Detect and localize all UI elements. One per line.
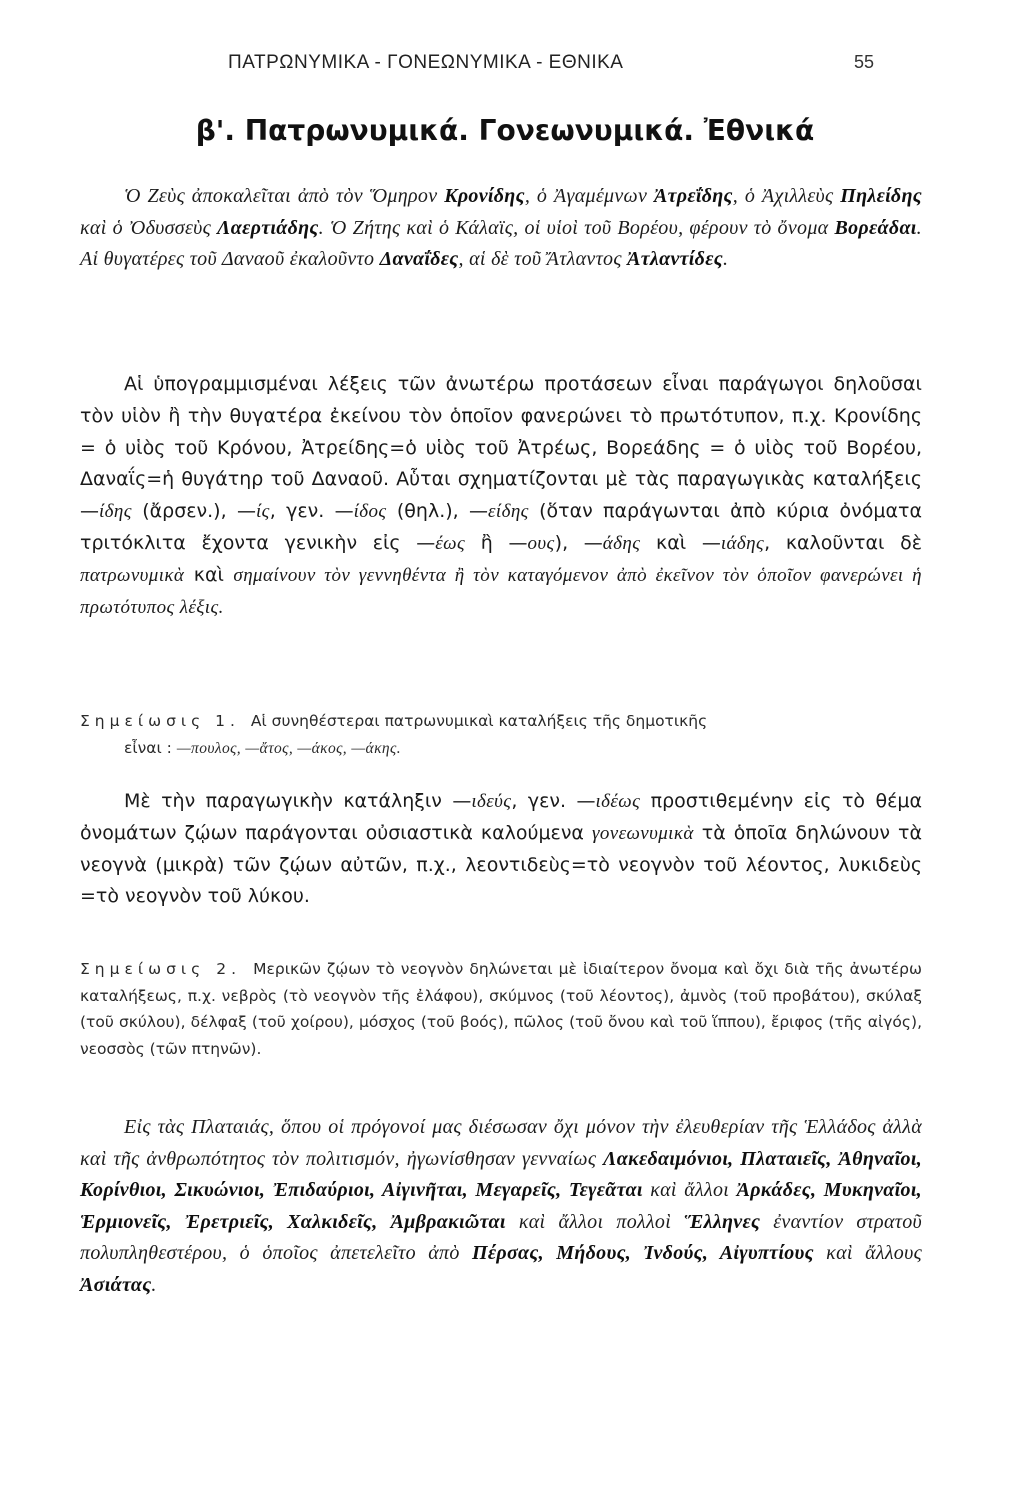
suffix-term: είδης — [488, 501, 529, 523]
example-text: . — [722, 248, 729, 270]
closing-text: ἐναντίον στρατοῦ πολυπληθεστέρου, ὁ ὁποῖος ἀπετελεῖτο ἀπὸ — [80, 1210, 922, 1265]
ethnic-names-paragraph — [80, 1112, 922, 1302]
example-sentences — [80, 181, 922, 276]
example-derivative: Βορεάδαι — [834, 216, 917, 239]
example-text: . Ὁ Ζήτης καὶ ὁ Κάλαϊς, οἱ υἱοὶ τοῦ Βορέου, φέρουν τὸ ὄνομα — [318, 216, 829, 239]
example-derivative: Λαερτιάδης — [217, 216, 319, 239]
example-text: , ὁ Ἀγαμέμνων — [524, 185, 648, 207]
suffix-term: ιάδης — [720, 532, 765, 554]
suffix-term: ιδέως — [595, 791, 641, 812]
example-derivative: Πηλείδης — [840, 185, 922, 207]
ethnic-names: Ἕλληνες — [684, 1210, 761, 1233]
paragraph-text: (ἄρσεν.), — — [131, 500, 256, 523]
ethnic-names: Λακεδαιμόνιοι, Πλαταιεῖς, Ἀθηναῖοι, Κορίνθιοι, Σικυώνιοι, Ἐπιδαύριοι, Αἰγινῆται, Μεγαρεῖς, Τεγεᾶται — [80, 1147, 922, 1202]
term-patronymics: πατρωνυμικὰ — [80, 564, 185, 586]
term-gonionymics: γονεωνυμικὰ — [591, 822, 694, 844]
suffix-term: ίδος — [353, 501, 387, 523]
note-text: Μερικῶν ζῴων τὸ νεογνὸν δηλώνεται μὲ ἰδιαίτερον ὄνομα καὶ ὄχι διὰ τῆς ἀνωτέρω καταλήξεως, π.χ. νεβρὸς (τὸ νεογνὸν τῆς ἐλάφου), σκύμνος (τοῦ λέοντος), ἀμνὸς (τοῦ προβάτου), σκύλαξ (τοῦ σκύλου), δέλφαξ (τοῦ χοίρου), μόσχος (τοῦ βοός), πῶλος (τοῦ ὄνου καὶ τοῦ ἵππου), ἔριφος (τῆς αἰγός), νεοσσὸς (τῶν πτηνῶν). — [80, 960, 922, 1058]
suffix-term: ίδης — [99, 501, 132, 523]
example-text: , ὁ Ἀχιλλεὺς — [732, 185, 834, 207]
closing-text: Εἰς τὰς Πλαταιάς, ὅπου οἱ πρόγονοί μας διέσωσαν ὄχι μόνον τὴν ἐλευθερίαν τῆς Ἑλλάδος ἀλλὰ καὶ τῆς ἀνθρωπότητος τὸν πολιτισμόν, ἠγωνίσθησαν γενναίως — [80, 1116, 922, 1170]
paragraph-text: ), — — [554, 531, 603, 554]
example-text: , αἱ δὲ τοῦ Ἄτλαντος — [458, 248, 622, 270]
example-derivative: Κρονίδης — [444, 185, 525, 207]
ethnic-names: Πέρσας, Μήδους, Ἰνδούς, Αἰγυπτίους — [472, 1242, 814, 1265]
note-label: Σημείωσις 1. — [80, 712, 240, 730]
example-derivative: Ἀτρεΐδης — [653, 185, 733, 207]
suffix-term: έως — [435, 532, 466, 554]
note-text: Αἱ συνηθέστεραι πατρωνυμικαὶ καταλήξεις τῆς δημοτικῆς — [250, 712, 708, 730]
example-text: . Αἱ θυγατέρες τοῦ Δαναοῦ ἐκαλοῦντο — [80, 216, 922, 270]
note-1-line — [80, 735, 922, 763]
note-1 — [80, 708, 922, 762]
paragraph-text: καὶ — [184, 563, 234, 586]
suffix-term: ους — [527, 532, 555, 554]
paragraph-text: Αἱ ὑπογραμμισμέναι λέξεις τῶν ἀνωτέρω προτάσεων εἶναι παράγωγοι δηλοῦσαι τὸν υἱὸν ἢ τὴν θυγατέρα ἐκείνου τὸν ὁποῖον φανερώνει τὸ πρωτότυπον, π.χ. Κρονίδης = ὁ υἱὸς τοῦ Κρόνου, Ἀτρείδης=ὁ υἱὸς τοῦ Ἀτρέως, Βορεάδης = ὁ υἱὸς τοῦ Βορέου, Δαναΐς=ἡ θυγάτηρ τοῦ Δαναοῦ. Αὗται σχηματίζονται μὲ τὰς παραγωγικὰς καταλήξεις — — [80, 373, 922, 523]
patronymics-paragraph — [80, 369, 922, 623]
paragraph-text: προστιθεμένην εἰς τὸ θέμα ὀνομάτων ζῴων παράγονται οὐσιαστικὰ καλούμενα — [80, 790, 922, 844]
paragraph-text: , γεν. — — [269, 500, 354, 523]
closing-text: . — [151, 1273, 157, 1296]
paragraph-text: (θηλ.), — — [386, 500, 489, 523]
paragraph-text: , καλοῦνται δὲ — [764, 531, 923, 554]
closing-text: καὶ ἄλλους — [813, 1242, 922, 1265]
suffix-term: άδης — [602, 532, 641, 554]
example-derivative: Ἀτλαντίδες — [627, 248, 723, 270]
section-title: β'. Πατρωνυμικά. Γονεωνυμικά. Ἐθνικά — [195, 114, 815, 147]
example-derivative: Δαναΐδες — [379, 248, 459, 270]
note-endings: —πουλος, —ἄτος, —άκος, —άκης. — [176, 739, 401, 757]
suffix-term: ιδεύς — [471, 791, 512, 812]
note-text: εἶναι : — [124, 738, 172, 757]
paragraph-text: ἢ — — [465, 531, 528, 554]
paragraph-text: τὰ ὁποῖα δηλώνουν τὰ νεογνὰ (μικρὰ) τῶν ζῴων αὐτῶν, π.χ., λεοντιδεὺς=τὸ νεογνὸν τοῦ λέοντος, λυκιδεὺς =τὸ νεογνὸν τοῦ λύκου. — [80, 821, 922, 908]
running-head: ΠΑΤΡΩΝΥΜΙΚΑ - ΓΟΝΕΩΝΥΜΙΚΑ - ΕΘΝΙΚΑ — [228, 52, 624, 73]
note-1-line — [80, 708, 922, 735]
closing-text: καὶ ἄλλοι — [642, 1179, 737, 1202]
page-number: 55 — [854, 52, 875, 72]
paragraph-text: , γεν. — — [511, 790, 596, 812]
paragraph-text: (ὅταν παράγωνται ἀπὸ κύρια ὀνόματα τριτόκλιτα ἔχοντα γενικὴν εἰς — — [80, 500, 922, 554]
gonionymics-paragraph — [80, 786, 922, 913]
definition-text: σημαίνουν τὸν γεννηθέντα ἢ τὸν καταγόμενον ἀπὸ ἐκεῖνον τὸν ὁποῖον φανερώνει ἡ πρωτότυπος λέξις. — [80, 564, 923, 618]
ethnic-names: Ἀσιάτας — [80, 1273, 152, 1296]
example-text: καὶ ὁ Ὀδυσσεὺς — [80, 216, 212, 239]
example-text: Ὁ Ζεὺς ἀποκαλεῖται ἀπὸ τὸν Ὅμηρον — [124, 185, 438, 207]
note-label: Σημείωσις 2. — [80, 960, 242, 978]
suffix-term: ίς — [255, 501, 270, 523]
closing-text: καὶ ἄλλοι πολλοὶ — [505, 1210, 685, 1233]
paragraph-text: Μὲ τὴν παραγωγικὴν κατάληξιν — — [124, 790, 472, 812]
paragraph-text: καὶ — — [640, 531, 721, 554]
ethnic-names: Ἀρκάδες, Μυκηναῖοι, Ἑρμιονεῖς, Ἐρετριεῖς, Χαλκιδεῖς, Ἀμβρακιῶται — [80, 1179, 922, 1233]
note-2 — [80, 956, 922, 1062]
